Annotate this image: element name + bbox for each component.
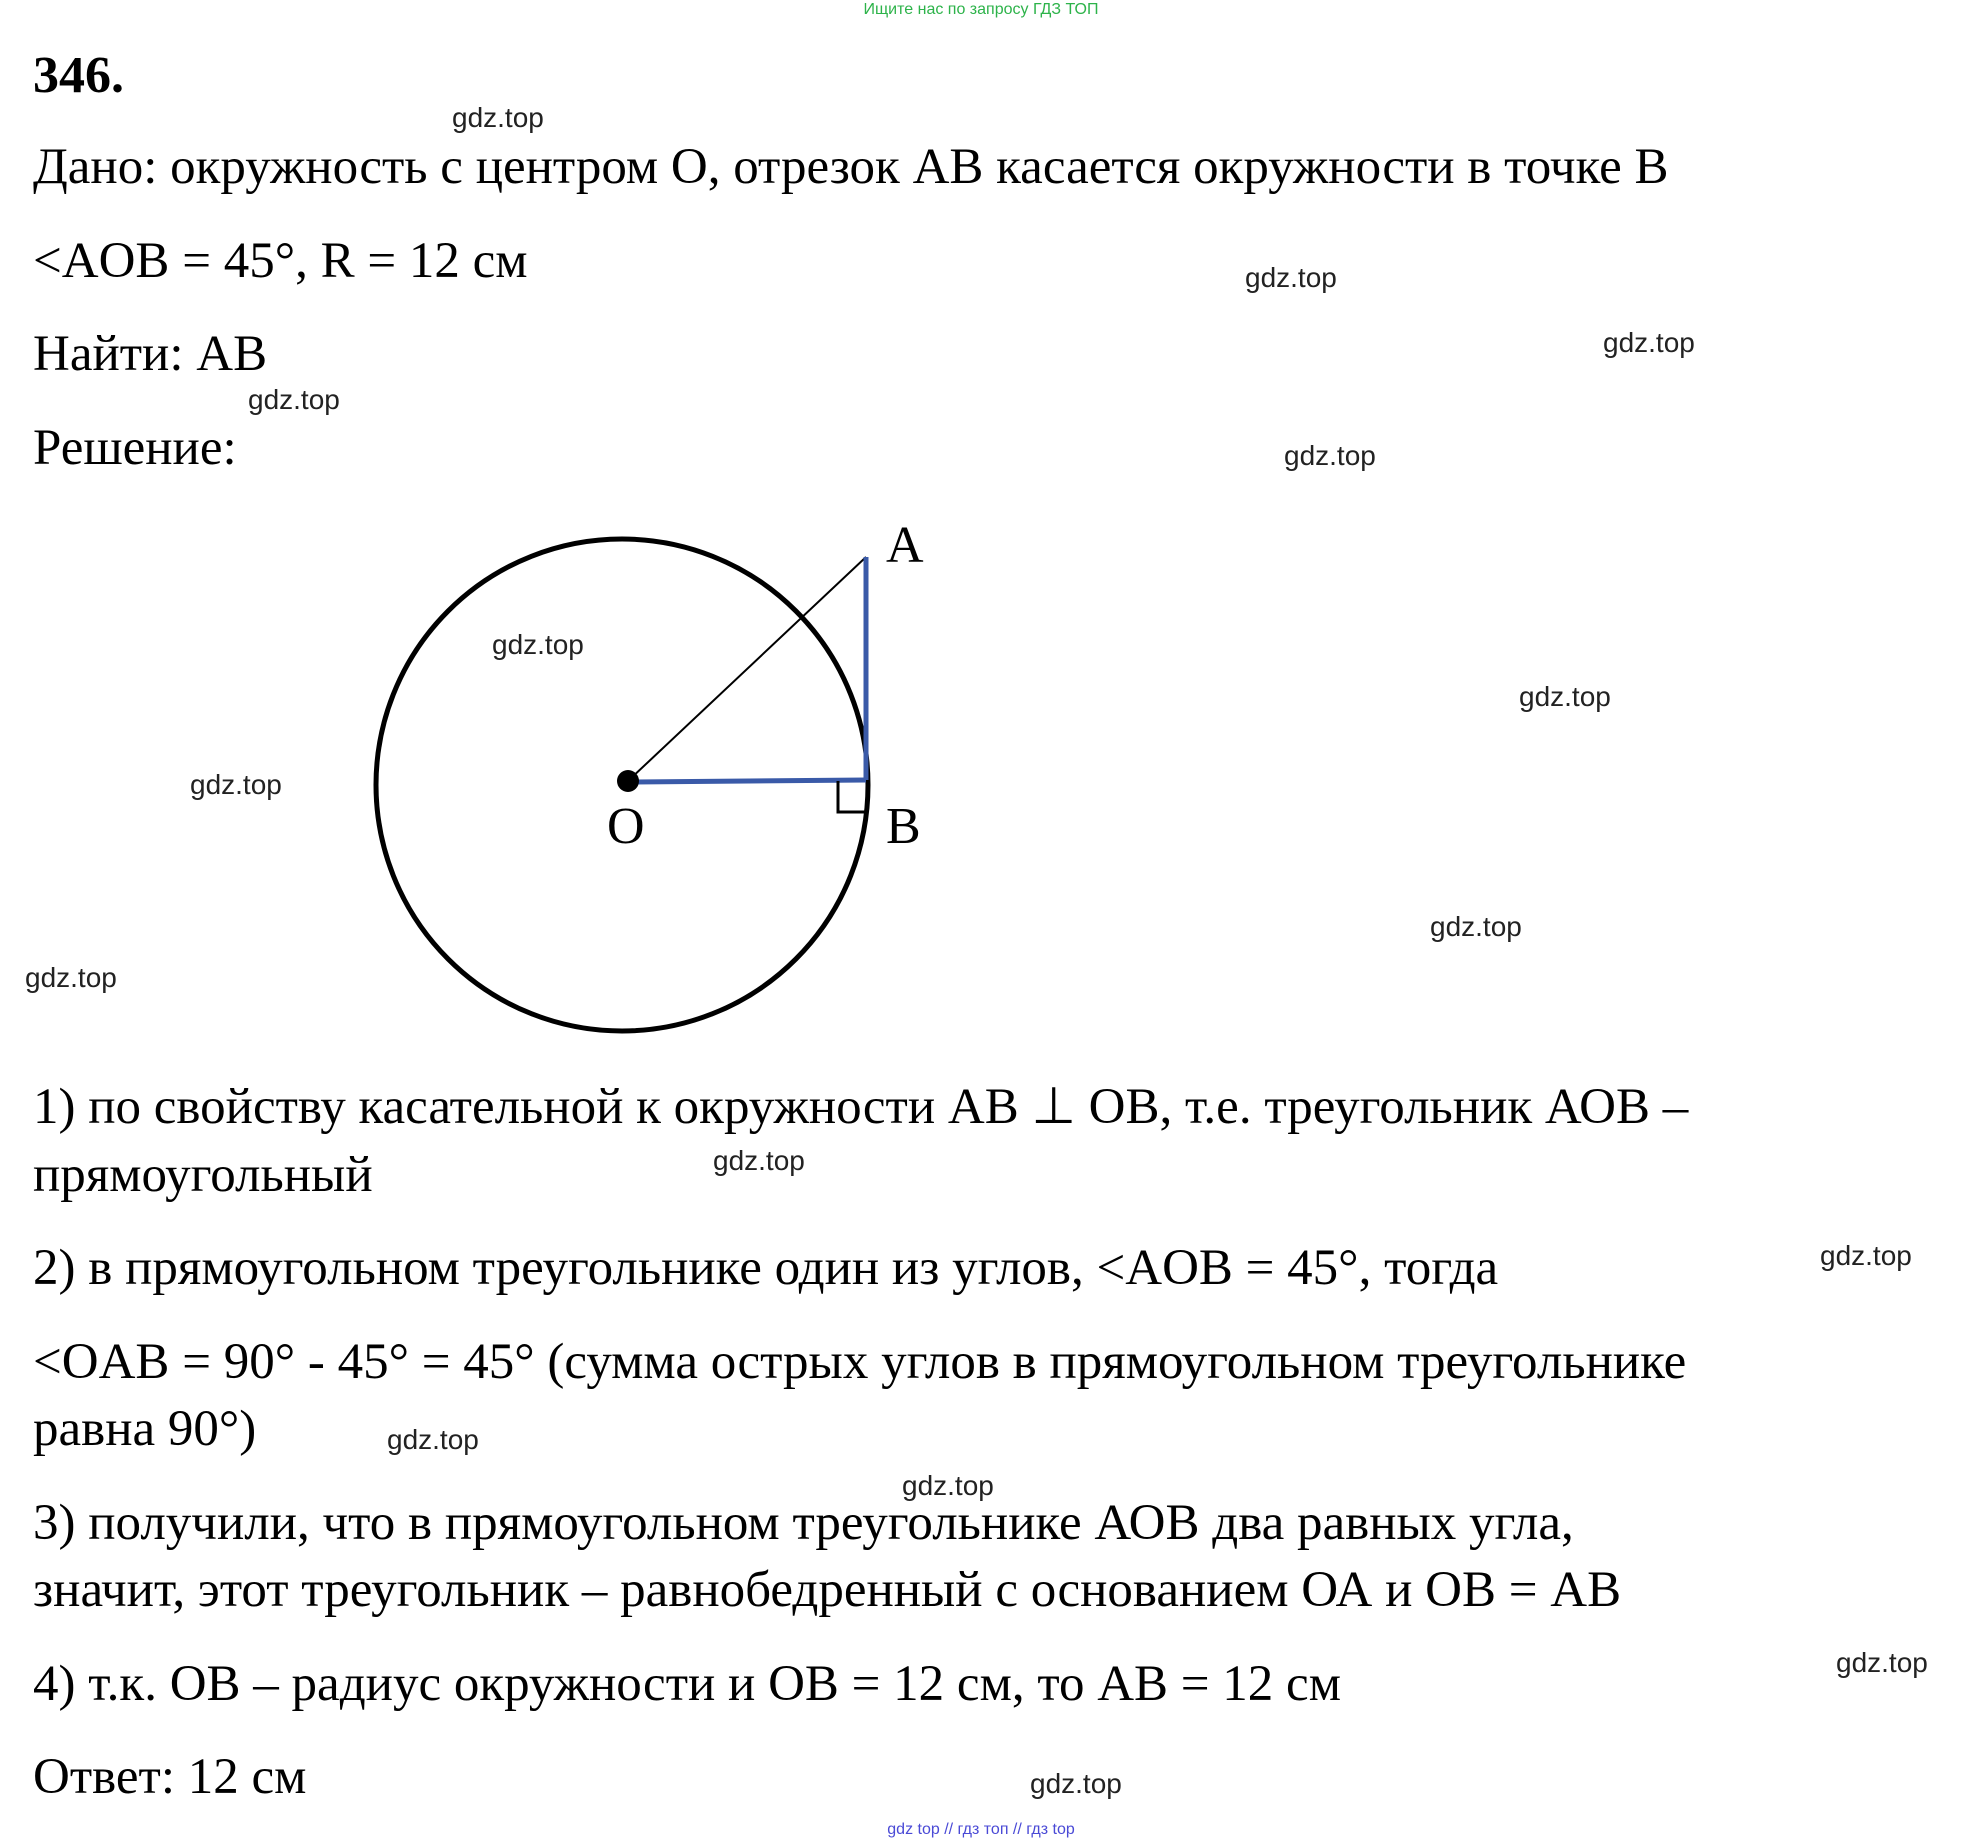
watermark: gdz.top [1284, 440, 1376, 471]
watermark: gdz.top [190, 769, 282, 800]
watermark: gdz.top [1245, 262, 1337, 293]
step-4-line-1: 4) т.к. ОВ – радиус окружности и ОВ = 12 см, то АВ = 12 см [33, 1656, 1341, 1712]
answer-line: Ответ: 12 см [33, 1749, 307, 1805]
step-1-line-2: прямоугольный [33, 1147, 373, 1203]
watermark: gdz.top [1430, 911, 1522, 942]
solution-label: Решение: [33, 420, 237, 476]
step-2-line-3: равна 90°) [33, 1401, 257, 1457]
segment-oa [628, 557, 866, 781]
step-2-line-1: 2) в прямоугольном треугольнике один из углов, <AOB = 45°, тогда [33, 1240, 1499, 1296]
right-angle-mark [838, 781, 866, 812]
find-line: Найти: АВ [33, 326, 268, 382]
task-number: 346. [33, 47, 124, 104]
step-1-line-1: 1) по свойству касательной к окружности АВ ⊥ ОВ, т.е. треугольник АОВ – [33, 1079, 1689, 1135]
step-3-line-1: 3) получили, что в прямоугольном треугольнике АОВ два равных угла, [33, 1495, 1574, 1551]
label-o: O [607, 798, 645, 855]
watermark: gdz.top [248, 384, 340, 415]
label-a: A [886, 517, 924, 574]
watermark: gdz.top [713, 1145, 805, 1176]
top-banner: Ищите нас по запросу ГДЗ ТОП [863, 1, 1099, 18]
watermark: gdz.top [1519, 681, 1611, 712]
watermark: gdz.top [452, 102, 544, 133]
watermark: gdz.top [1603, 327, 1695, 358]
label-b: B [886, 798, 921, 855]
center-point-o [617, 770, 639, 792]
watermark: gdz.top [387, 1424, 479, 1455]
footer-links: gdz top // гдз топ // гдз top [887, 1821, 1075, 1838]
watermark: gdz.top [1820, 1240, 1912, 1271]
segment-ob [628, 780, 866, 782]
step-2-line-2: <OAB = 90° - 45° = 45° (сумма острых углов в прямоугольном треугольнике [33, 1334, 1687, 1390]
given-line-2: <AOB = 45°, R = 12 см [33, 233, 528, 289]
given-line-1: Дано: окружность с центром О, отрезок АВ касается окружности в точке В [33, 139, 1669, 195]
watermark: gdz.top [25, 962, 117, 993]
watermark: gdz.top [492, 629, 584, 660]
step-3-line-2: значит, этот треугольник – равнобедренный с основанием ОА и ОВ = АВ [33, 1562, 1622, 1618]
watermark: gdz.top [1030, 1768, 1122, 1799]
watermark: gdz.top [902, 1470, 994, 1501]
watermark: gdz.top [1836, 1647, 1928, 1678]
